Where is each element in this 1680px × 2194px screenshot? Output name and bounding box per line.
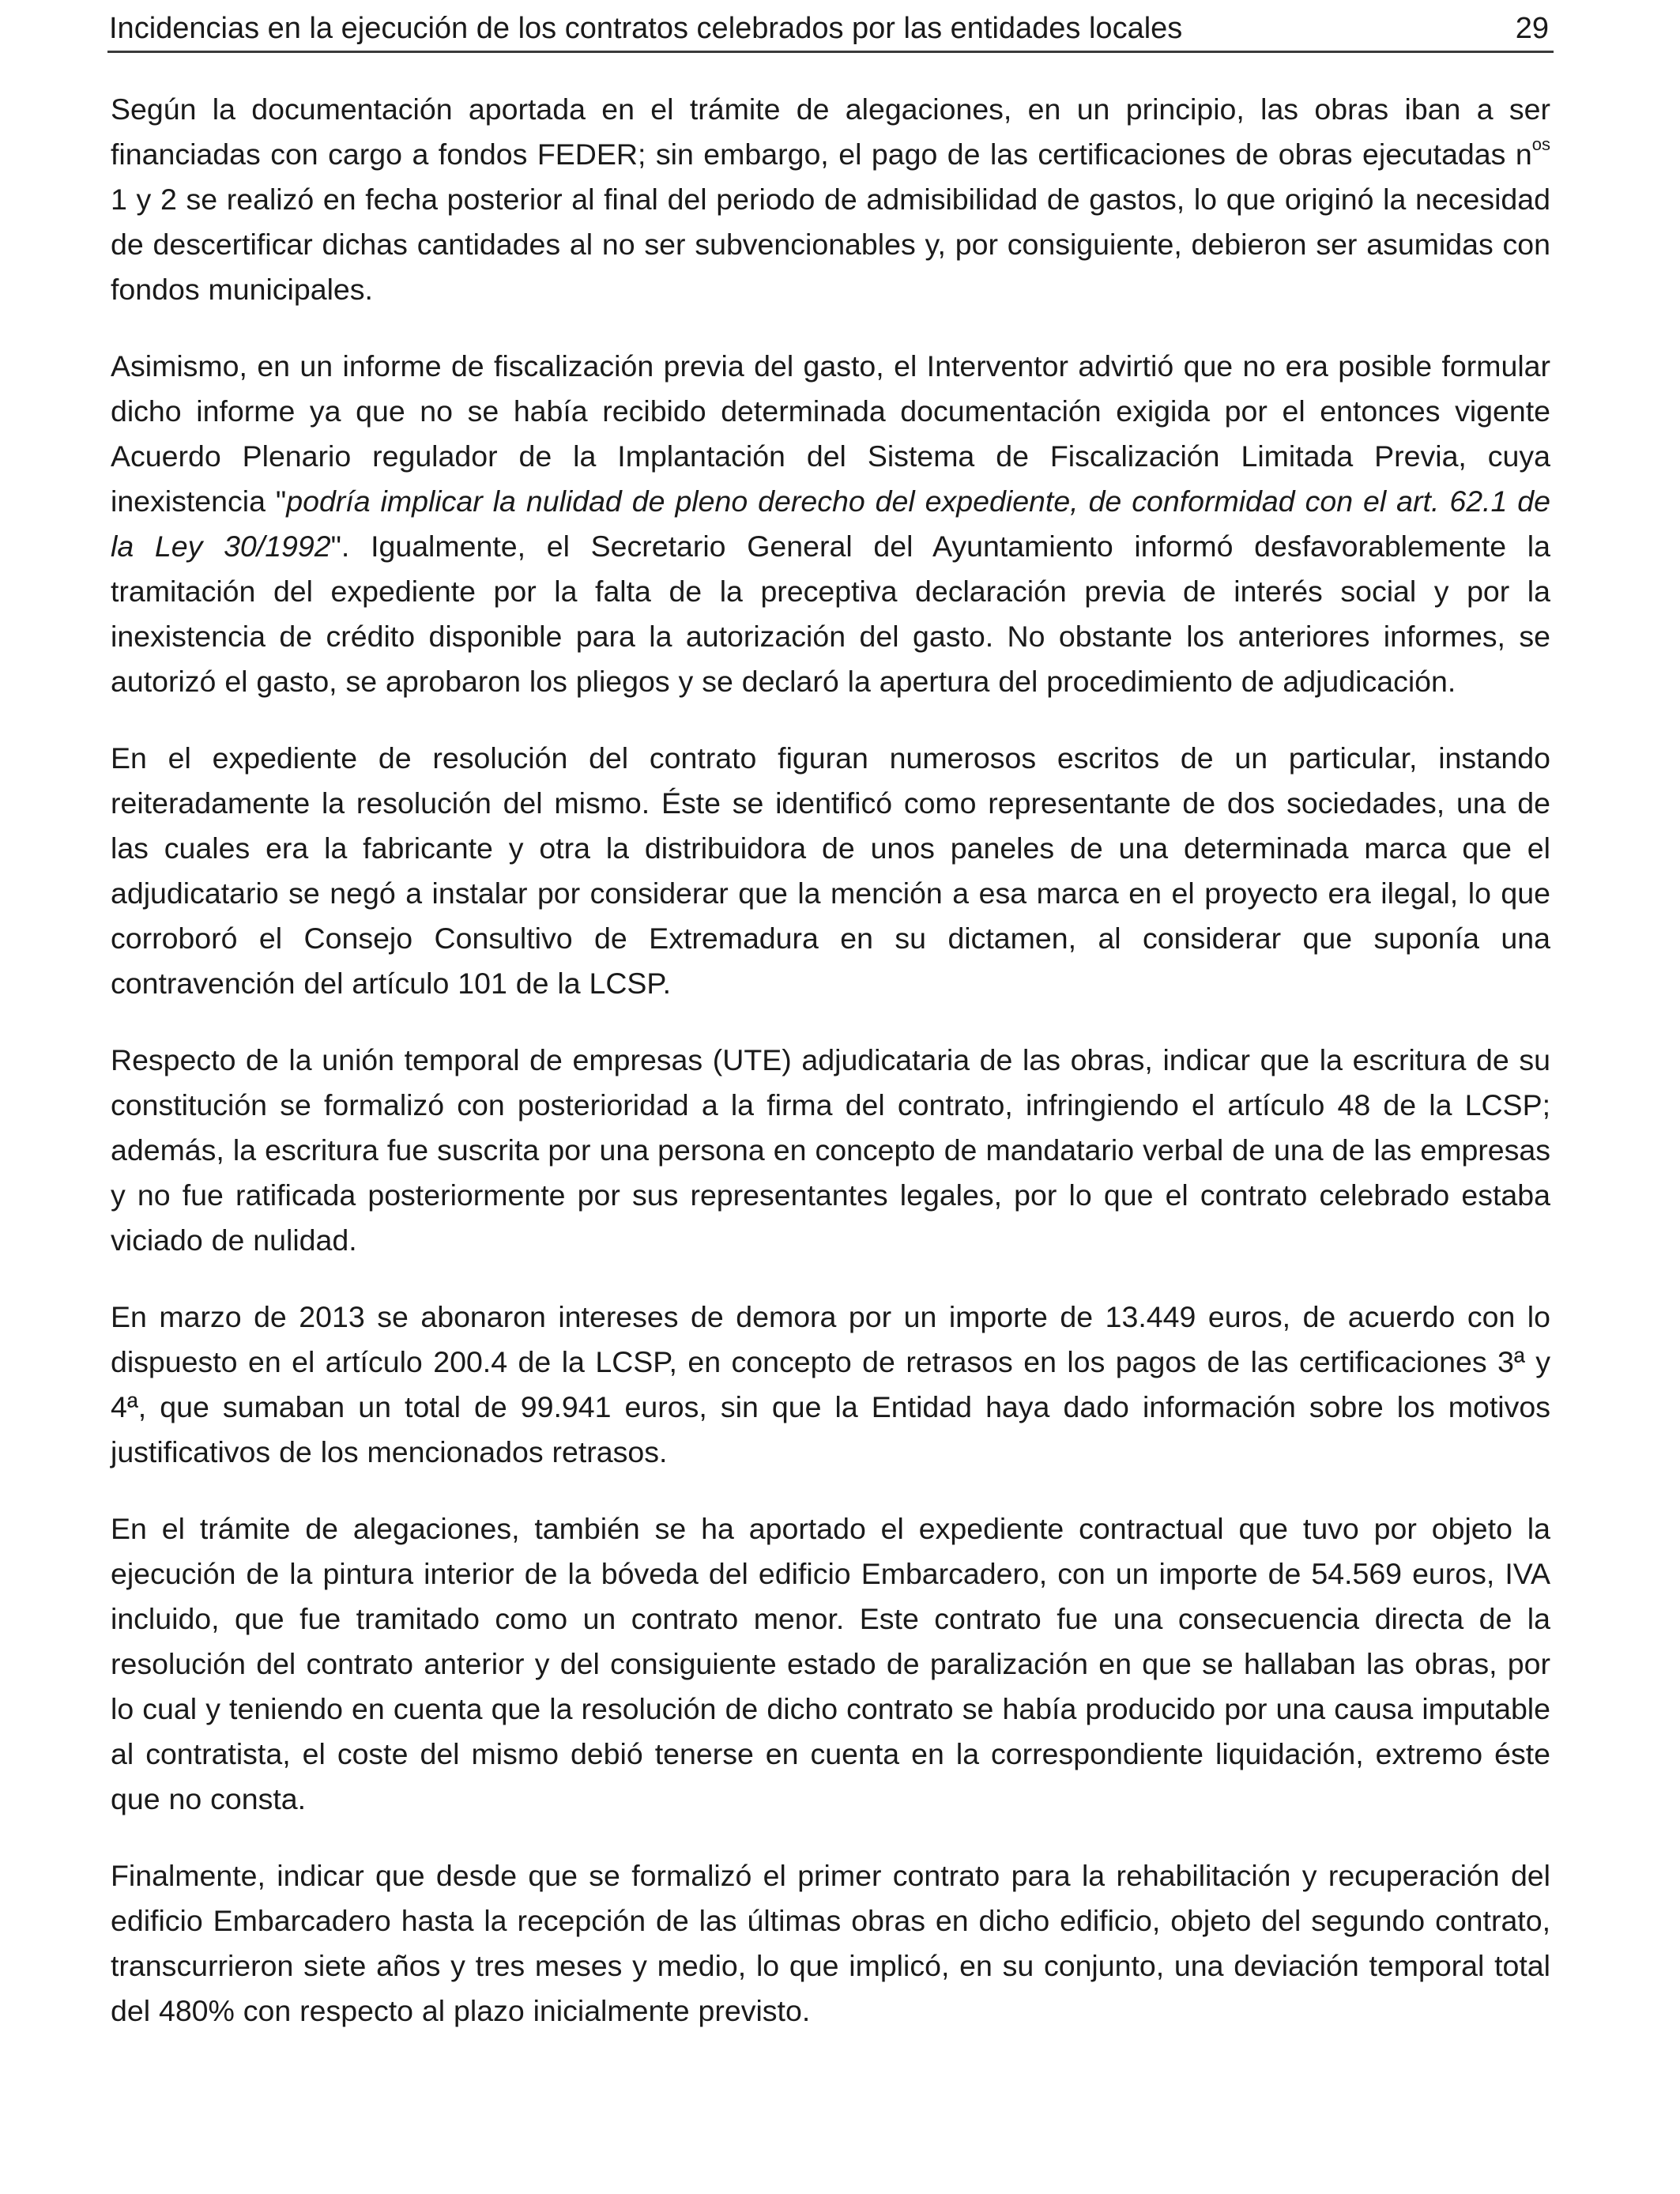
paragraph-ute: Respecto de la unión temporal de empresas (UTE) adjudicataria de las obras, indicar que la escritura de su constitución se formalizó con posterioridad a la firma del contrato, infringiendo el artículo 48 de la LCSP; además, la escritura fue suscrita por una persona en concepto de mandatario verbal de una de las empresas y no fue ratificada posteriormente por sus representantes legales, por lo que el contrato celebrado estaba viciado de nulidad.	[111, 1043, 1550, 1257]
page-header	[107, 6, 1554, 53]
paragraph-interventor-report: Asimismo, en un informe de fiscalización previa del gasto, el Interventor advirtió que no era posible formular dicho informe ya que no se había recibido determinada documentación exigida por el entonces vigente Acuerdo Plenario regulador de la Implantación del Sistema de Fiscalización Limitada Previa, cuya inexistencia "podría implicar la nulidad de pleno derecho del expediente, de conformidad con el art. 62.1 de la Ley 30/1992". Igualmente, el Secretario General del Ayuntamiento informó desfavorablemente la tramitación del expediente por la falta de la preceptiva declaración previa de interés social y por la inexistencia de crédito disponible para la autorización del gasto. No obstante los anteriores informes, se autorizó el gasto, se aprobaron los pliegos y se declaró la apertura del procedimiento de adjudicación.	[111, 349, 1551, 698]
paragraph-minor-contract: En el trámite de alegaciones, también se ha aportado el expediente contractual que tuvo por objeto la ejecución de la pintura interior de la bóveda del edificio Embarcadero, con un importe de 54.569 euros, IVA incluido, que fue tramitado como un contrato menor. Este contrato fue una consecuencia directa de la resolución del contrato anterior y del consiguiente estado de paralización en que se hallaban las obras, por lo cual y teniendo en cuenta que la resolución de dicho contrato se había producido por una causa imputable al contratista, el coste del mismo debió tenerse en cuenta en la correspondiente liquidación, extremo éste que no consta.	[111, 1512, 1550, 1815]
paragraph-contract-resolution: En el expediente de resolución del contrato figuran numerosos escritos de un particular, instando reiteradamente la resolución del mismo. Éste se identificó como representante de dos sociedades, una de las cuales era la fabricante y otra la distribuidora de unos paneles de una determinada marca que el adjudicatario se negó a instalar por considerar que la mención a esa marca en el proyecto era ilegal, lo que corroboró el Consejo Consultivo de Extremadura en su dictamen, al considerar que suponía una contravención del artículo 101 de la LCSP.	[111, 741, 1550, 1000]
page-number: 29	[1515, 12, 1549, 45]
legal-quote: podría implicar la nulidad de pleno derecho del expediente, de conformidad con el art. 62.1 de la Ley 30/1992	[111, 484, 1551, 563]
paragraph-conclusion: Finalmente, indicar que desde que se formalizó el primer contrato para la rehabilitación y recuperación del edificio Embarcadero hasta la recepción de las últimas obras en dicho edificio, objeto del segundo contrato, transcurrieron siete años y tres meses y medio, lo que implicó, en su conjunto, una deviación temporal total del 480% con respecto al plazo inicialmente previsto.	[111, 1859, 1550, 2027]
paragraph-feder-funding: Según la documentación aportada en el trámite de alegaciones, en un principio, las obras iban a ser financiadas con cargo a fondos FEDER; sin embargo, el pago de las certificaciones de obras ejecutadas $n^{os}$ 1 y 2 se realizó en fecha posterior al final del periodo de admisibilidad de gastos, lo que originó la necesidad de descertificar dichas cantidades al no ser subvencionables y, por consiguiente, debieron ser asumidas con fondos municipales.	[111, 92, 1550, 306]
document-body	[111, 87, 1550, 2065]
running-title: Incidencias en la ejecución de los contratos celebrados por las entidades locales	[109, 12, 1183, 45]
superscript-os: os	[1531, 134, 1550, 154]
paragraph-late-interest: En marzo de 2013 se abonaron intereses de demora por un importe de 13.449 euros, de acuerdo con lo dispuesto en el artículo 200.4 de la LCSP, en concepto de retrasos en los pagos de las certificaciones 3ª y 4ª, que sumaban un total de 99.941 euros, sin que la Entidad haya dado información sobre los motivos justificativos de los mencionados retrasos.	[111, 1300, 1550, 1468]
